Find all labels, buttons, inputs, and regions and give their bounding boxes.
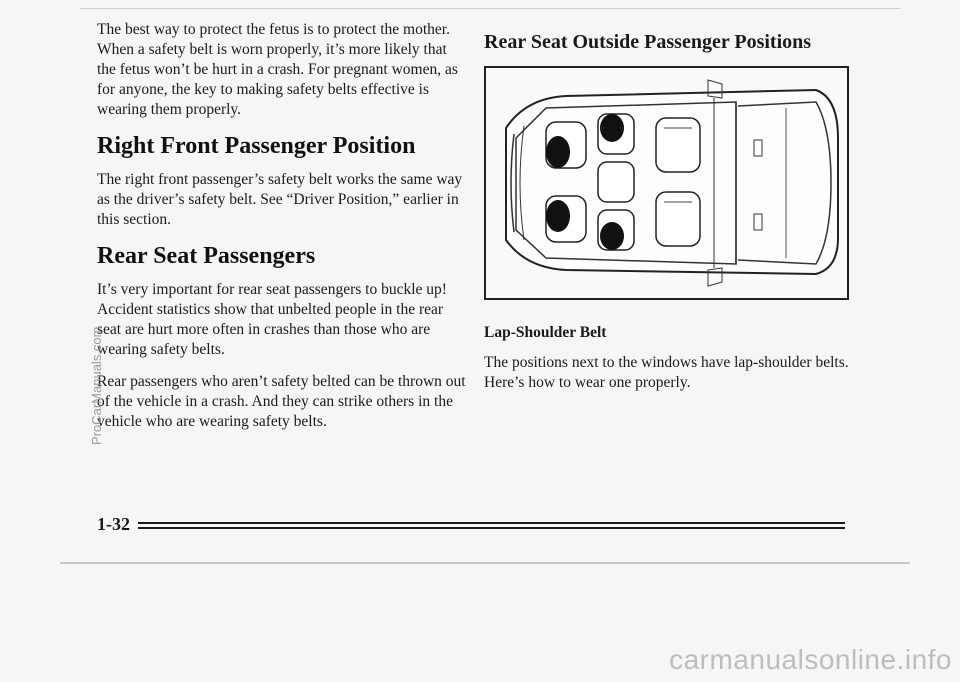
side-watermark: ProCarManuals.com: [89, 326, 104, 445]
scan-edge-line: [60, 562, 910, 564]
vehicle-seating-diagram: [484, 66, 849, 300]
bottom-watermark: carmanualsonline.info: [669, 644, 952, 675]
lap-shoulder-section: [484, 323, 879, 405]
intro-paragraph: The best way to protect the fetus is to protect the mother. When a safety belt is worn properly, it’s more likely that the fetus won’t be hurt in a crash. For pregnant women, as for anyone, the key to making safety belts effective is wearing them properly.: [97, 21, 458, 118]
heading-rear-outside-positions: Rear Seat Outside Passenger Positions: [484, 31, 812, 53]
heading-rear-seat-passengers: Rear Seat Passengers: [97, 243, 316, 269]
right-front-paragraph: The right front passenger’s safety belt works the same way as the driver’s safety belt. See “Driver Position,” earlier in this section.: [97, 171, 463, 228]
lap-shoulder-heading: Lap-Shoulder Belt: [484, 324, 607, 341]
right-column: [484, 20, 879, 54]
rear-seat-paragraph-1: It’s very important for rear seat passengers to buckle up! Accident statistics show that unbelted people in the rear seat are hurt more often in crashes than those who are wearing safety belts.: [97, 281, 447, 358]
left-column: [97, 20, 469, 444]
footer-rule-bottom: [138, 527, 845, 529]
vehicle-top-view-illustration: [486, 68, 847, 298]
page-number: 1-32: [97, 514, 130, 534]
lap-shoulder-paragraph: The positions next to the windows have lap-shoulder belts. Here’s how to wear one properly.: [484, 354, 849, 391]
rear-seat-paragraph-2: Rear passengers who aren’t safety belted can be thrown out of the vehicle in a crash. And they can strike others in the vehicle who are wearing safety belts.: [97, 373, 466, 430]
top-rule: [80, 8, 900, 9]
footer-rule-top: [138, 522, 845, 524]
heading-right-front-passenger: Right Front Passenger Position: [97, 133, 416, 159]
